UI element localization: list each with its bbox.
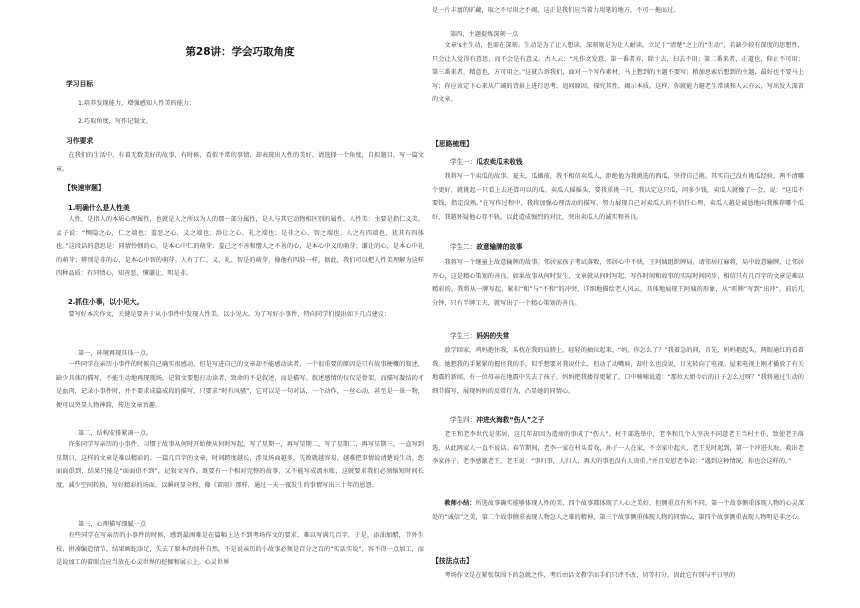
student-3-title: 妈妈的失常 <box>476 332 510 340</box>
quick-review-heading: 【快速审题】 <box>64 184 105 192</box>
section-1-text: 人性，是指人的本质心理属性，也就是人之所以为人的那一部分属性，是人与其它动物相区别的属性。人性美：主要是指仁义美。孟子说：“恻隐之心，仁之端也；羞恶之心，义之端也；辞让之心，礼之端也；是非之心，智之端也。人之有四端也，犹其有四体也。”这段话的意思是：同情怜悯的心，是本心中仁的萌芽；羞己之不善和憎人之不善的心，是本心中义的萌芽；谦让的心，是本心中礼的萌芽；辨别是非的心，是本心中智的萌芽。人有了仁、义、礼、智是的萌芽，像他有四肢一样。据此，我们可以把人性美理解为这样四种品质：有同情心，知善恶，懂谦让，明是非。 <box>56 216 424 277</box>
idea-heading: 【思路梳理】 <box>432 140 473 148</box>
goals-heading: 学习目标 <box>66 80 94 88</box>
student-1-heading <box>450 156 523 166</box>
student-2-text: 我将写一个继童上故意输牌的故事。邻居家孩子考试落败，邻居心中不快，王阿姨组织牌局，请邻居打麻将，局中故意输牌，让邻居开心，这是精心策划的善良。如果故事从何时发生，文章就从何时写起，写作时间和故事的实际时间同步，相信只有几百字的文章是难以精彩的。我将从一牌写起，紧扣“和”与“不和”的冲突，详细地描绘老人风云，具体地展现王阿姨的形象，从“听牌”写到“出冲”，前后几分钟，只有半牌工夫，就写出了一个精心策划的善良。 <box>432 259 804 307</box>
student-2-title: 故意输牌的故事 <box>476 243 523 251</box>
student-4-label: 学生四： <box>450 416 477 424</box>
student-3-heading <box>450 330 509 340</box>
teacher-summary <box>432 497 804 524</box>
student-3-text: 放学回家，鸡妈抱住我，头枕在我的肩膀上，轻轻的抽泣起来。“妈，你怎么了？”我着急的问，首先，妈妈抱起头，两眼通红的看着我。她想我的手紧紧的握住我的手，似乎想要对我说什么，但动了动嘴唇，却什么也没说，目光转向了电视。屋来电视上刚才播放了有关地震的新闻，有一位母亲在地震中失去了孩子，妈妈把我搂得更紧了，口中喃喃说道：“那位大姐今后的日子怎么过呀？”我将通过生动的细节描写，展现妈妈的反常行为，凸显她的同情心。 <box>432 347 804 395</box>
teacher-summary-label: 教师小结： <box>444 500 476 507</box>
section-2-heading: 2.抓住小事，以小见大。 <box>68 298 144 306</box>
suggestion-4-text: 文章's主生动，也需在深刻。生动是为了让人想读，深刻则是为让人耐读。立足于“清楚”之上的“生动”，若缺少较有深度的思想性，只会让人觉得有意思，而不会是有意义。古人云：“凡作文发意，第一番者弃，除十去，扫去不用；第二番来者，正道也，仰止不可用；第三番来者，精意也，方可用之。”这就告诉我们，面对一个写作素材，马上想到的主题不要写；稍加思索后想到的主题，最好也不要马上写；你应该定下心来从广阔的背景上进行思考，追问原因，探究其性，揭示本质。这样，你就能力避老生常谈和人云亦云，写出发人深省的文章。 <box>432 42 804 103</box>
student-3-label: 学生三： <box>450 332 477 340</box>
goal-item-1: 1.培养发现能力，增强感知人性美的能力； <box>78 100 196 107</box>
section-1-heading: 1.明确什么是人性美 <box>68 204 130 212</box>
student-1-label: 学生一： <box>450 158 477 166</box>
suggestion-2-text: 许多同学写亲历的小事件，习惯于故事从何时开始便从何时写起，写了星期一，再写星期二，写了星期二，再写星期三，一直写到星期日，这样的文章是难以精彩的。一篇几百字的文章，时间跨度越长，涉及场面越多，失败就越容易，越难把事情说清楚说生动。您面面俱到，结果只能是“面面俱不到”，记叙文写作，既要有一个相对完整的故事，又不能写成流水账，这就要求我们必须缩短时间长度，减少空间转换，写好精彩的场面，以瞬间显全程，像《雷雨》那样，通过一天一夜发生的事情写出三十年的恩怨。 <box>56 441 424 489</box>
student-4-text: 老王和老李世代是邻居，这几年却因为造房的事成了“伤人”。村干部选举中，老李和几个人坚决不同意老王当村主任，致使老王落选，从此两家人一直不说话。春节期间，老李一家在村头看戏，孙子一人在家，不幸家中起火，老王见时起到，第一个冲进火海，救出老李家孙子。老李感激老王，老王说：“事归事，人归人，再大的事也没有人贵重。”并且安慰老李说：“遇到这种情况，你也会这样的。” <box>432 431 804 465</box>
technique-heading: 【技法点击】 <box>432 557 473 565</box>
student-1-title: 瓜农卖瓜未收钱 <box>476 158 523 166</box>
teacher-summary-text: 所选故事确实能够体现人性的美，四个故事都体现了人心之美好，但侧重点有所不同，第一个故事侧重体现人物的心灵深处的“诚信”之美，第二个故事侧重表现人物急人之难的精神，第三个故事侧重体现人物的同情心，第四个故事侧重表现人物明是非之心。 <box>432 500 805 521</box>
student-4-title: 冲进火海救“伤人”之子 <box>476 416 545 424</box>
requirements-text: 在我们的生活中，有着无数美好的故事，有时候，看似平常的事情，却表现出人性的美好。请选择一个角度，自拟题目，写一篇文章。 <box>56 152 424 173</box>
suggestion-3-text: 有些同学在写亲历的小事件的时候，感到最困难是在篇幅上达不到考场作文的要求，难以写满几百字，于是，添油加醋，节外生枝，拼凑编造情节，结果画蛇添足，失去了原本的纯朴自然。不是说亲历的小故事必须是百分之百的“实话实说”，容不得一点加工，而是说加工的着眼点应当放在心灵世界的挖掘和展示上。心灵世界 <box>56 532 424 566</box>
section-2-text: 要写好本次作文，关键是要善于从小事件中发现人性美，以小见大。为了写好小事件，特向同学们提出如下几点建议： <box>68 311 391 318</box>
suggestion-2-heading: 第二，结构安排紧凑一点。 <box>78 430 153 437</box>
technique-text: 考场作文是在紧张氛围下的急就之作，考后由话文教学而手们只评不改，切等打分。因此它有别与平日里的 <box>444 572 736 579</box>
student-1-text: 我将写一个卖瓜的故事。夏天，瓜摊前，我不相信卖瓜人，拒绝他为我挑选的西瓜，坚持自己挑。其实自己没有挑瓜经验，两不清哪个更好，就挑起一只看上去还算可以的瓜。卖瓜人摇摇头，要我重挑一只，我认定这只瓜，问多少钱，卖瓜人就像了一会，说：“这瓜不要钱，指定没熟。”在写作过程中，我将加强心理活动的描写，努力展现自己对卖瓜人的不信任心理，卖瓜人越是诚恳地向我推荐哪个瓜好，我越怀疑他心存不轨。以此造成强烈的对比，突出卖瓜人的诚实和善良。 <box>432 173 804 221</box>
requirements-heading: 习作要求 <box>66 137 94 145</box>
student-2-label: 学生二： <box>450 243 477 251</box>
suggestion-4-heading: 第四，主题提炼深刻一点 <box>450 31 519 38</box>
student-2-heading <box>450 241 523 251</box>
suggestion-3-heading: 第三，心理描写细腻一点 <box>78 521 147 528</box>
suggestion-1-heading: 第一，环境再现具体一点。 <box>78 350 153 357</box>
student-4-heading <box>450 414 544 424</box>
suggestion-1-text: 一些同学在亲历小事件的时候自己确实很感动，但是写进自己的文章却不能感动读者，一个很重要的原因是只有故事梗概的叙述，缺少具体的描写，不能生动地再现现场，记叙文要想打动读者，致命的不是叙述，而是描写。叙述感情的仅仅是骨架，而描写凝结的才是血肉，记录小事件时，并不要求成篇成段的描写，只要求“时有风骚”，它可以是一句对话，一个动作，一丝心动，甚至是一景一物，便可以突显人物神韵，传达文章旨趣。 <box>56 361 424 409</box>
goal-item-2: 2.巧取角度，写作记叙文。 <box>78 118 152 125</box>
continued-text: 是一片丰富的旷藏，取之不尽用之不竭，这正是我们应当着力用笔的地方，不可一拖而过。 <box>432 7 680 14</box>
page-title: 第28讲：学会巧取角度 <box>185 46 295 58</box>
